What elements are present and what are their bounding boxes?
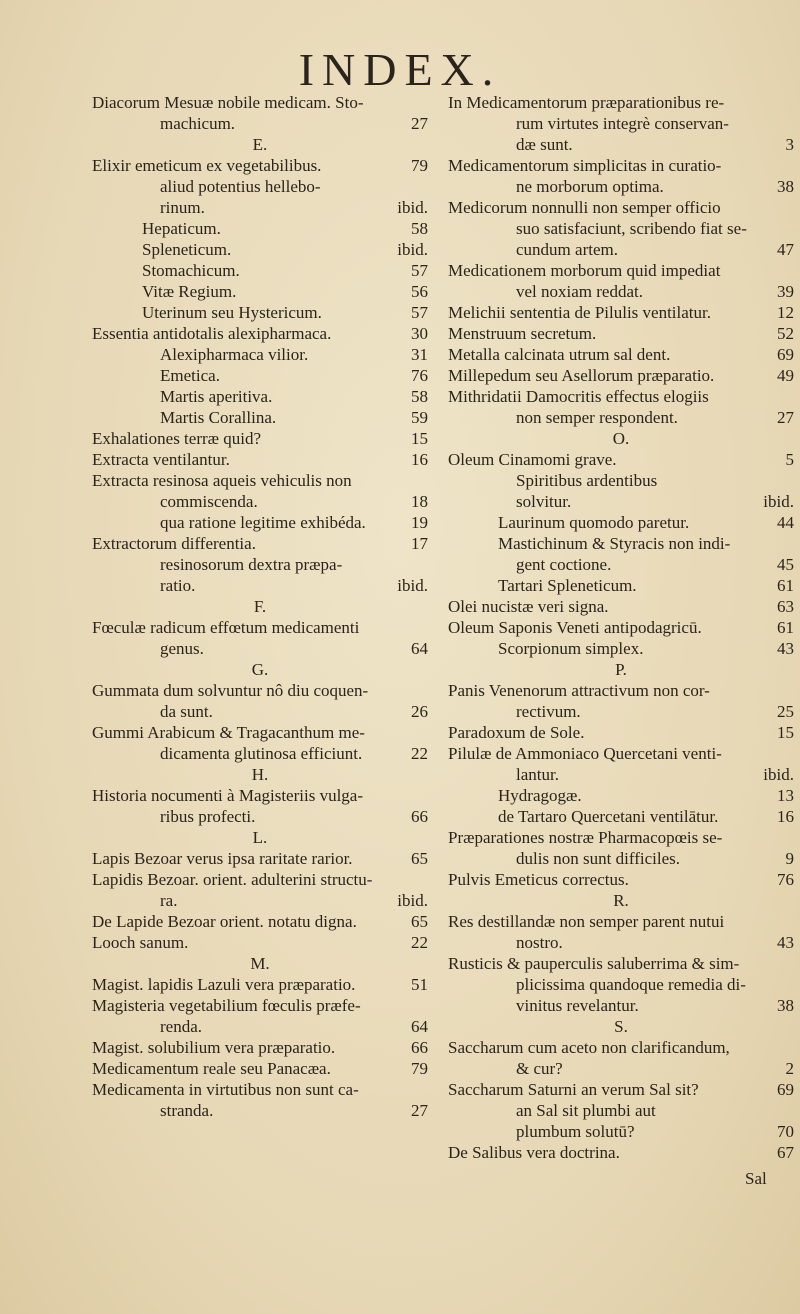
index-entry: [448, 344, 794, 365]
index-entry: [92, 260, 428, 281]
page-number: ibid.: [763, 765, 794, 784]
page-number: 43: [777, 639, 794, 658]
index-entry-text: Medicamenta in virtutibus non sunt ca-: [92, 1080, 359, 1099]
page-number: ibid.: [397, 576, 428, 595]
index-entry-continuation: rectivum.: [516, 702, 581, 721]
index-entry-text: Extracta resinosa aqueis vehiculis non: [92, 471, 352, 490]
index-entry-text: Mithridatii Damocritis effectus elogiis: [448, 387, 709, 406]
index-entry-text: Vitæ Regium.: [142, 282, 237, 301]
index-entry-continuation: cundum artem.: [516, 240, 618, 259]
page-number: 45: [777, 555, 794, 574]
index-entry: [92, 974, 428, 995]
index-entry: [92, 449, 428, 470]
index-entry: [92, 722, 428, 764]
index-entry-text: Pilulæ de Ammoniaco Quercetani venti-: [448, 744, 722, 763]
index-entry: [448, 1037, 794, 1079]
index-entry-text: Tartari Spleneticum.: [498, 576, 637, 595]
index-entry-text: Hydragogæ.: [498, 786, 582, 805]
index-section-letter: H.: [251, 765, 269, 784]
page-number: 67: [777, 1143, 794, 1162]
page-number: 58: [411, 219, 428, 238]
page-number: 19: [411, 513, 428, 532]
index-entry-text: Extractorum differentia.: [92, 534, 256, 553]
page-number: 63: [777, 597, 794, 616]
index-section-letter: M.: [250, 954, 270, 973]
page-number: ibid.: [763, 492, 794, 511]
index-entry-text: Menstruum secretum.: [448, 324, 597, 343]
index-entry: [92, 617, 428, 659]
index-entry-continuation: genus.: [160, 639, 204, 658]
index-entry: [92, 344, 428, 365]
index-entry: [92, 176, 428, 218]
index-entry-text: Magisteria vegetabilium fœculis præfe-: [92, 996, 361, 1015]
index-entry-text: Magist. solubilium vera præparatio.: [92, 1038, 336, 1057]
index-entry-continuation: nostro.: [516, 933, 563, 952]
page-number: 5: [785, 450, 794, 469]
index-entry-text: Extracta ventilantur.: [92, 450, 230, 469]
index-entry: [92, 302, 428, 323]
index-entry: [92, 785, 428, 827]
index-entry-text: Saccharum cum aceto non clarificandum,: [448, 1038, 730, 1057]
index-entry-text: Oleum Cinamomi grave.: [448, 450, 617, 469]
index-entry: [92, 848, 428, 869]
page-number: 13: [777, 786, 794, 805]
index-entry: [448, 1142, 794, 1163]
page-number: 76: [411, 366, 428, 385]
index-entry-text: resinosorum dextra præpa-: [160, 555, 343, 574]
index-entry-text: De Lapide Bezoar orient. notatu digna.: [92, 912, 357, 931]
index-entry-text: Gummi Arabicum & Tragacanthum me-: [92, 723, 365, 742]
index-entry: [448, 806, 794, 827]
page-number: 2: [785, 1059, 794, 1078]
page-number: 27: [411, 1101, 428, 1120]
index-entry-text: Essentia antidotalis alexipharmaca.: [92, 324, 332, 343]
index-entry: [92, 218, 428, 239]
index-entry-text: Hepaticum.: [142, 219, 221, 238]
page-number: 66: [411, 1038, 428, 1057]
index-entry: [448, 365, 794, 386]
page-number: 76: [777, 870, 794, 889]
index-entry-continuation: ribus profecti.: [160, 807, 256, 826]
index-entry-continuation: dæ sunt.: [516, 135, 573, 154]
catchword: Sal: [745, 1169, 767, 1188]
index-entry-text: Panis Venenorum attractivum non cor-: [448, 681, 710, 700]
page-number: 47: [777, 240, 794, 259]
page-number: 64: [411, 639, 428, 658]
index-entry-text: Uterinum seu Hystericum.: [142, 303, 322, 322]
index-entry-continuation: plicissima quandoque remedia di-: [516, 975, 746, 994]
index-entry-text: Elixir emeticum ex vegetabilibus.: [92, 156, 322, 175]
page-number: 22: [411, 744, 428, 763]
index-entry: [448, 92, 794, 155]
index-column-left: [92, 92, 428, 1121]
page-number: 59: [411, 408, 428, 427]
index-entry-text: Melichii sententia de Pilulis ventilatur.: [448, 303, 711, 322]
index-entry-text: Res destillandæ non semper parent nutui: [448, 912, 725, 931]
page-number: ibid.: [397, 240, 428, 259]
index-entry: [92, 1079, 428, 1121]
page-number: 3: [785, 135, 794, 154]
index-entry-text: Exhalationes terræ quid?: [92, 429, 262, 448]
index-entry: [448, 785, 794, 806]
page-number: 57: [411, 303, 428, 322]
index-entry: [92, 470, 428, 512]
page-number: 79: [411, 1059, 428, 1078]
index-entry-text: Oleum Saponis Veneti antipodagricū.: [448, 618, 702, 637]
index-entry: [92, 365, 428, 386]
index-entry-continuation: ratio.: [160, 576, 196, 595]
page-number: 66: [411, 807, 428, 826]
page-number: ibid.: [397, 891, 428, 910]
index-entry-text: Alexipharmaca vilior.: [160, 345, 309, 364]
index-entry-continuation: dulis non sunt difficiles.: [516, 849, 681, 868]
page-number: 15: [777, 723, 794, 742]
index-entry: [92, 512, 428, 533]
index-entry: [92, 239, 428, 260]
page-number: 69: [777, 1080, 794, 1099]
index-entry: [448, 302, 794, 323]
index-entry: [92, 680, 428, 722]
page-number: 56: [411, 282, 428, 301]
index-entry: [92, 1058, 428, 1079]
page-number: 61: [777, 576, 794, 595]
index-section-letter: G.: [251, 660, 269, 679]
index-entry-text: Medicamentorum simplicitas in curatio-: [448, 156, 722, 175]
page-number: 12: [777, 303, 794, 322]
index-entry: [92, 386, 428, 407]
index-entry: [92, 323, 428, 344]
page-number: 64: [411, 1017, 428, 1036]
index-entry-continuation: rum virtutes integrè conservan-: [516, 114, 729, 133]
index-entry: [448, 617, 794, 638]
page-number: 22: [411, 933, 428, 952]
index-entry: [448, 1079, 794, 1100]
index-entry: [448, 323, 794, 344]
index-entry: [448, 197, 794, 260]
index-entry-text: De Salibus vera doctrina.: [448, 1143, 620, 1162]
index-entry-continuation: dicamenta glutinosa efficiunt.: [160, 744, 363, 763]
index-entry-text: Diacorum Mesuæ nobile medicam. Sto-: [92, 93, 364, 112]
page-number: 27: [411, 114, 428, 133]
page-number: 30: [411, 324, 428, 343]
index-section-letter: P.: [615, 660, 627, 679]
index-entry-text: Medicamentum reale seu Panacæa.: [92, 1059, 331, 1078]
index-entry-continuation: renda.: [160, 1017, 203, 1036]
index-section-letter: E.: [252, 135, 268, 154]
index-entry-text: Stomachicum.: [142, 261, 240, 280]
page-number: 51: [411, 975, 428, 994]
page-number: 38: [777, 177, 794, 196]
index-entry-continuation: gent coctione.: [516, 555, 612, 574]
index-entry-text: Magist. lapidis Lazuli vera præparatio.: [92, 975, 356, 994]
index-entry: [92, 1037, 428, 1058]
index-entry-text: Emetica.: [160, 366, 220, 385]
index-entry-text: Spiritibus ardentibus: [516, 471, 658, 490]
index-entry: [448, 386, 794, 428]
index-entry: [448, 743, 794, 785]
index-entry: [448, 953, 794, 1016]
page-number: 9: [785, 849, 794, 868]
index-entry-continuation: vel noxiam reddat.: [516, 282, 643, 301]
index-column-right: [448, 92, 794, 1163]
index-entry: [92, 995, 428, 1037]
index-entry: [92, 911, 428, 932]
index-section-letter: L.: [252, 828, 268, 847]
page-number: 15: [411, 429, 428, 448]
page-number: 26: [411, 702, 428, 721]
page-number: 65: [411, 849, 428, 868]
index-entry-text: Saccharum Saturni an verum Sal sit?: [448, 1080, 699, 1099]
index-entry-text: Medicationem morborum quid impediat: [448, 261, 721, 280]
index-entry-text: Spleneticum.: [142, 240, 232, 259]
index-entry-continuation: non semper respondent.: [516, 408, 678, 427]
index-entry-continuation: stranda.: [160, 1101, 214, 1120]
index-entry: [448, 911, 794, 953]
index-entry: [448, 260, 794, 302]
index-entry: [448, 449, 794, 470]
index-entry-text: Præparationes nostræ Pharmacopœis se-: [448, 828, 723, 847]
index-entry-text: Paradoxum de Sole.: [448, 723, 585, 742]
index-entry: [448, 512, 794, 533]
page-number: 38: [777, 996, 794, 1015]
index-entry: [448, 680, 794, 722]
page-number: 18: [411, 492, 428, 511]
index-entry: [448, 827, 794, 869]
page-number: 79: [411, 156, 428, 175]
index-entry: [448, 869, 794, 890]
page-number: 61: [777, 618, 794, 637]
index-entry-continuation: suo satisfaciunt, scribendo fiat se-: [516, 219, 747, 238]
index-entry: [448, 1100, 794, 1142]
index-entry-text: qua ratione legitime exhibéda.: [160, 513, 366, 532]
page-number: 52: [777, 324, 794, 343]
index-entry-text: Rusticis & pauperculis saluberrima & sim-: [448, 954, 740, 973]
index-entry-text: Pulvis Emeticus correctus.: [448, 870, 629, 889]
page-number: 44: [777, 513, 794, 532]
index-section-letter: R.: [613, 891, 629, 910]
index-entry-text: Lapis Bezoar verus ipsa raritate rarior.: [92, 849, 353, 868]
index-entry-continuation: solvitur.: [516, 492, 572, 511]
index-entry-text: Laurinum quomodo paretur.: [498, 513, 690, 532]
index-entry: [448, 155, 794, 197]
page-number: 43: [777, 933, 794, 952]
page-title: INDEX.: [298, 44, 502, 95]
index-entry-continuation: lantur.: [516, 765, 559, 784]
index-entry: [448, 575, 794, 596]
page-number: 58: [411, 387, 428, 406]
index-entry-text: Martis aperitiva.: [160, 387, 273, 406]
index-section-letter: S.: [614, 1017, 628, 1036]
page-number: 57: [411, 261, 428, 280]
index-entry-continuation: plumbum solutū?: [516, 1122, 635, 1141]
index-entry: [92, 155, 428, 176]
index-entry-text: de Tartaro Quercetani ventilātur.: [498, 807, 719, 826]
page-number: ibid.: [397, 198, 428, 217]
index-entry-continuation: vinitus revelantur.: [516, 996, 639, 1015]
index-entry: [92, 281, 428, 302]
page-number: 69: [777, 345, 794, 364]
index-entry-text: Olei nucistæ veri signa.: [448, 597, 609, 616]
index-entry-text: Looch sanum.: [92, 933, 189, 952]
index-entry-continuation: da sunt.: [160, 702, 213, 721]
index-entry-text: In Medicamentorum præparationibus re-: [448, 93, 725, 112]
index-entry-continuation: commiscenda.: [160, 492, 258, 511]
page-number: 27: [777, 408, 794, 427]
index-entry-continuation: machicum.: [160, 114, 236, 133]
page-number: 65: [411, 912, 428, 931]
index-entry-text: Fœculæ radicum effœtum medicamenti: [92, 618, 360, 637]
index-entry: [92, 932, 428, 953]
index-section-letter: F.: [253, 597, 267, 616]
page-number: 16: [777, 807, 794, 826]
index-entry: [92, 428, 428, 449]
index-entry: [448, 596, 794, 617]
index-entry: [92, 554, 428, 596]
page-number: 49: [777, 366, 794, 385]
index-entry-text: Millepedum seu Asellorum præparatio.: [448, 366, 715, 385]
index-entry-text: Historia nocumenti à Magisteriis vulga-: [92, 786, 363, 805]
index-entry-continuation: rinum.: [160, 198, 205, 217]
index-entry: [92, 869, 428, 911]
index-entry: [92, 92, 428, 134]
index-entry-continuation: & cur?: [516, 1059, 563, 1078]
index-entry-text: Lapidis Bezoar. orient. adulterini structu-: [92, 870, 373, 889]
index-entry-text: aliud potentius hellebo-: [160, 177, 321, 196]
page-number: 31: [411, 345, 428, 364]
index-entry-text: an Sal sit plumbi aut: [516, 1101, 656, 1120]
page-number: 70: [777, 1122, 794, 1141]
index-entry-continuation: ne morborum optima.: [516, 177, 664, 196]
index-entry-text: Metalla calcinata utrum sal dent.: [448, 345, 671, 364]
index-section-letter: O.: [612, 429, 630, 448]
index-entry: [448, 722, 794, 743]
page-number: 25: [777, 702, 794, 721]
index-entry-text: Martis Corallina.: [160, 408, 277, 427]
index-entry-text: Gummata dum solvuntur nô diu coquen-: [92, 681, 369, 700]
index-entry-text: Medicorum nonnulli non semper officio: [448, 198, 721, 217]
page-number: 39: [777, 282, 794, 301]
index-entry: [448, 470, 794, 512]
index-entry: [448, 533, 794, 575]
index-entry-text: Mastichinum & Styracis non indi-: [498, 534, 731, 553]
index-entry-text: Scorpionum simplex.: [498, 639, 644, 658]
index-entry: [92, 407, 428, 428]
page-number: 16: [411, 450, 428, 469]
index-entry: [92, 533, 428, 554]
page-number: 17: [411, 534, 428, 553]
index-entry-continuation: ra.: [160, 891, 178, 910]
index-entry: [448, 638, 794, 659]
